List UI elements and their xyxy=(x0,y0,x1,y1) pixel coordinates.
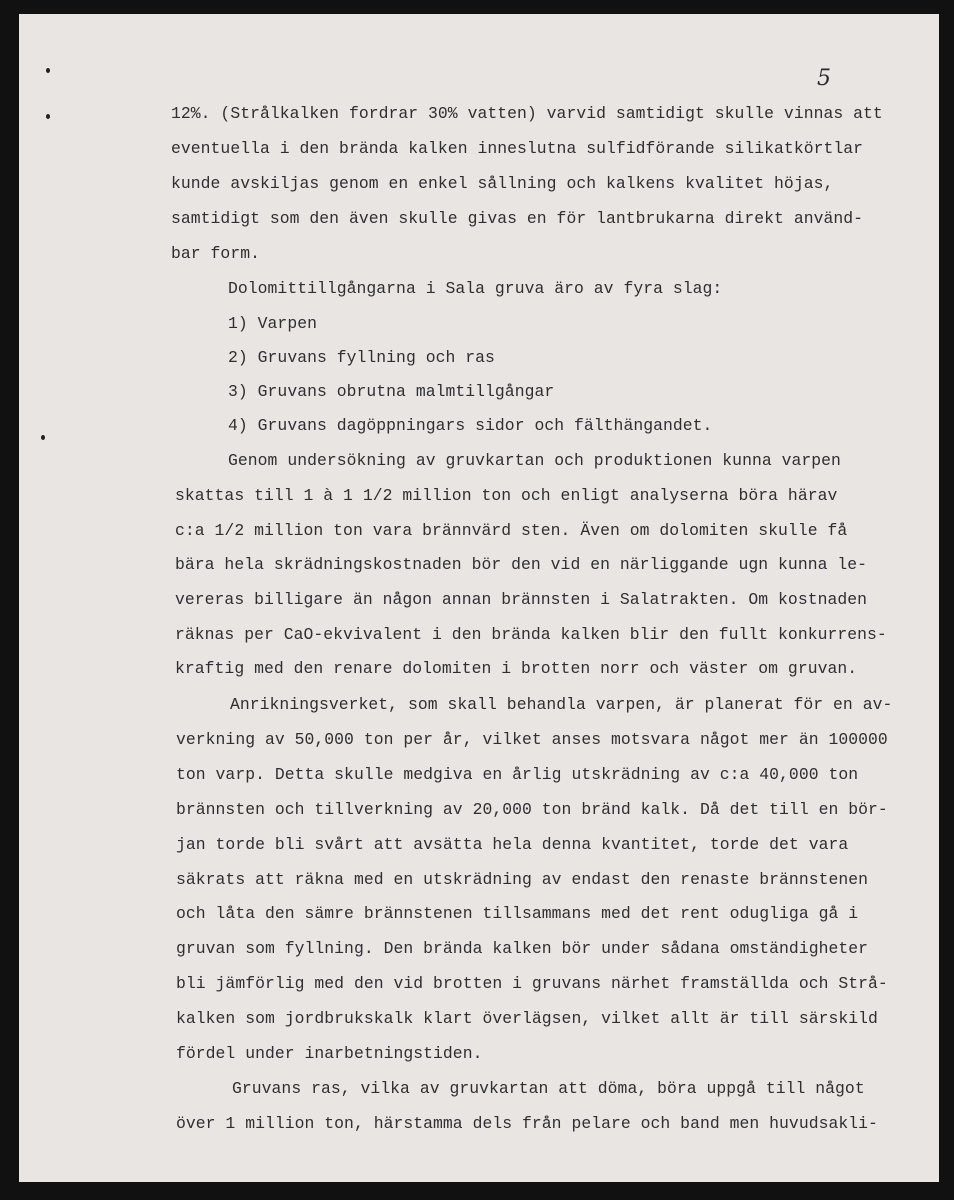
text-line-22: jan torde bli svårt att avsätta hela denna kvantitet, torde det vara xyxy=(176,835,849,854)
text-line-7: 1) Varpen xyxy=(228,314,317,333)
text-line-30: över 1 million ton, härstamma dels från pelare och band men huvudsakli- xyxy=(176,1114,878,1133)
text-line-2: eventuella i den brända kalken inneslutna sulfidförande silikatkörtlar xyxy=(171,139,864,158)
text-line-3: kunde avskiljas genom en enkel sållning och kalkens kvalitet höjas, xyxy=(171,174,834,193)
text-line-14: bära hela skrädningskostnaden bör den vid en närliggande ugn kunna le- xyxy=(175,555,868,574)
text-line-12: skattas till 1 à 1 1/2 million ton och enligt analyserna böra härav xyxy=(175,486,838,505)
text-line-4: samtidigt som den även skulle givas en för lantbrukarna direkt använd- xyxy=(171,209,864,228)
punch-hole-1 xyxy=(46,68,50,73)
text-line-9: 3) Gruvans obrutna malmtillgångar xyxy=(228,382,555,401)
document-page xyxy=(19,14,939,1182)
text-line-26: bli jämförlig med den vid brotten i gruvans närhet framställda och Strå- xyxy=(176,974,888,993)
text-line-20: ton varp. Detta skulle medgiva en årlig utskrädning av c:a 40,000 ton xyxy=(176,765,859,784)
text-line-13: c:a 1/2 million ton vara brännvärd sten. Även om dolomiten skulle få xyxy=(175,521,848,540)
text-line-16: räknas per CaO-ekvivalent i den brända kalken blir den fullt konkurrens- xyxy=(175,625,887,644)
text-line-6: Dolomittillgångarna i Sala gruva äro av fyra slag: xyxy=(228,279,723,298)
text-line-17: kraftig med den renare dolomiten i brotten norr och väster om gruvan. xyxy=(175,659,858,678)
text-line-15: vereras billigare än någon annan brännsten i Salatrakten. Om kostnaden xyxy=(175,590,868,609)
text-line-5: bar form. xyxy=(171,244,260,263)
text-line-27: kalken som jordbrukskalk klart överlägsen, vilket allt är till särskild xyxy=(176,1009,878,1028)
text-line-19: verkning av 50,000 ton per år, vilket anses motsvara något mer än 100000 xyxy=(176,730,888,749)
text-line-24: och låta den sämre brännstenen tillsammans med det rent odugliga gå i xyxy=(176,904,859,923)
punch-hole-2 xyxy=(46,114,50,119)
text-line-11: Genom undersökning av gruvkartan och produktionen kunna varpen xyxy=(228,451,841,470)
text-line-29: Gruvans ras, vilka av gruvkartan att döma, böra uppgå till något xyxy=(232,1079,865,1098)
punch-hole-3 xyxy=(41,435,45,440)
text-line-21: brännsten och tillverkning av 20,000 ton bränd kalk. Då det till en bör- xyxy=(176,800,888,819)
text-line-18: Anrikningsverket, som skall behandla varpen, är planerat för en av- xyxy=(230,695,893,714)
text-line-1: 12%. (Strålkalken fordrar 30% vatten) varvid samtidigt skulle vinnas att xyxy=(171,104,883,123)
text-line-8: 2) Gruvans fyllning och ras xyxy=(228,348,495,367)
text-line-25: gruvan som fyllning. Den brända kalken bör under sådana omständigheter xyxy=(176,939,869,958)
text-line-23: säkrats att räkna med en utskrädning av endast den renaste brännstenen xyxy=(176,870,869,889)
page-number: 5 xyxy=(817,66,831,91)
text-line-10: 4) Gruvans dagöppningars sidor och fälthängandet. xyxy=(228,416,713,435)
text-line-28: fördel under inarbetningstiden. xyxy=(176,1044,483,1063)
